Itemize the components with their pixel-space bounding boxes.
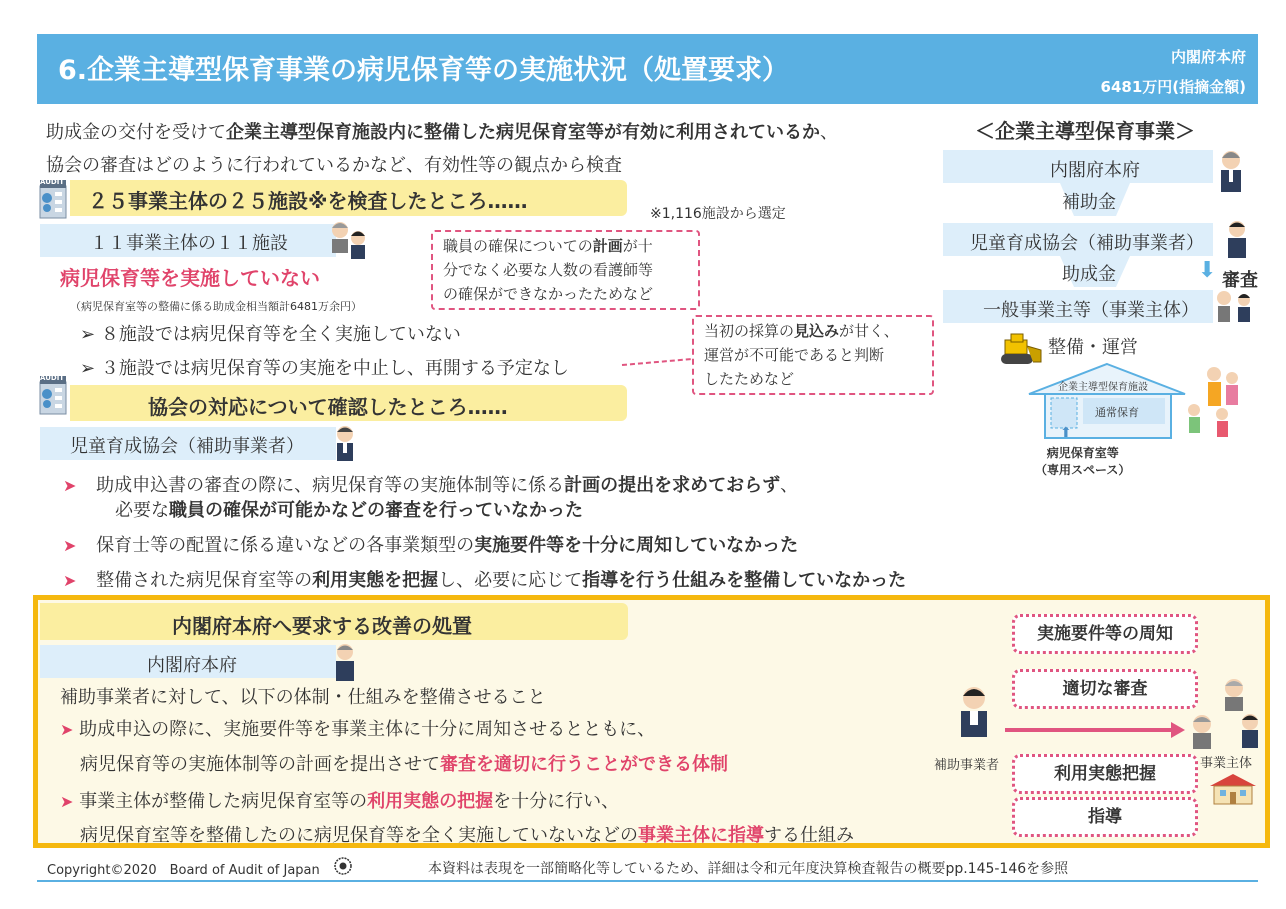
measure1-line2-a: 病児保育等の実施体制等の計画を提出させて [80, 754, 440, 775]
diagram-audit: 審査 [1222, 270, 1258, 291]
diagram-label3: 整備・運営 [1048, 337, 1138, 358]
item2-a: 保育士等の配置に係る違いなどの各事業類型の [96, 535, 475, 556]
callout2-b: 見込み [794, 322, 840, 340]
flow-arrow [1005, 720, 1185, 740]
measure1-line1-text: 助成申込の際に、実施要件等を事業主体に十分に周知させるとともに、 [79, 719, 656, 740]
pill-usage: 利用実態把握 [1012, 754, 1198, 794]
measure1-line2 [80, 750, 728, 776]
intro-emphasis: 企業主導型保育施設内に整備した病児保育室等が有効に利用されているか [226, 122, 820, 143]
callout-staffing [431, 230, 700, 310]
measure2-line2-b: 事業主体に指導 [638, 825, 764, 846]
section2-subject: 児童育成協会（補助事業者） [70, 436, 304, 457]
header-info [1101, 42, 1246, 102]
callout1-a: 職員の確保についての [443, 237, 593, 255]
section1-finding-note: （病児保育室等の整備に係る助成金相当額計6481万余円） [70, 300, 362, 313]
pill-review: 適切な審査 [1012, 669, 1198, 709]
measure2-line1-a: 事業主体が整備した病児保育室等の [79, 791, 368, 812]
item1-b: 計画の提出を求めておらず [564, 475, 781, 496]
cabinet-official-icon [1215, 148, 1247, 198]
section2-item3 [63, 566, 906, 592]
triangle-bullet-icon: ➤ [60, 792, 74, 811]
family-icon [1180, 362, 1250, 446]
audit-label: AUDIT [40, 178, 65, 186]
room-label: 通常保育 [1095, 406, 1139, 419]
item1-line2-a: 必要な [115, 500, 169, 521]
section1-bullet2 [80, 354, 569, 380]
measures-subject: 内閣府本府 [147, 655, 237, 676]
diagram-box1-label: 内閣府本府 [1050, 160, 1140, 181]
section2-item1 [63, 471, 798, 497]
callout-profitability [692, 315, 934, 395]
grant-officer-icon [952, 682, 996, 746]
section1-finding: 病児保育等を実施していない [60, 266, 320, 290]
callout1-line2: 分でなく必要な人数の看護師等 [443, 261, 654, 279]
section2-heading: 協会の対応について確認したところ…… [148, 395, 508, 419]
header-org: 内閣府本府 [1170, 48, 1246, 66]
header-amount: 6481万円(指摘金額) [1100, 78, 1246, 96]
sick-room-label-2: （専用スペース） [1035, 463, 1131, 477]
callout2-a: 当初の採算の [704, 322, 795, 340]
triangle-bullet-icon: ➤ [63, 476, 77, 495]
diagram-label1: 補助金 [1062, 192, 1116, 213]
section1-heading: ２５事業主体の２５施設※を検査したところ…… [88, 189, 528, 213]
callout2-line1 [704, 319, 922, 343]
item2-b: 実施要件等を十分に周知していなかった [474, 535, 799, 556]
diagram-label2: 助成金 [1062, 264, 1116, 285]
measure2-line1-b: 利用実態の把握 [367, 791, 494, 812]
footer-copyright: Copyright©2020 Board of Audit of Japan [47, 863, 320, 878]
callout-connector [620, 355, 695, 375]
measure2-line2-a: 病児保育室等を整備したのに病児保育等を全く実施していないなどの [80, 825, 638, 846]
facility-icon [1208, 772, 1258, 810]
audit-label-2: AUDIT [40, 374, 65, 382]
measure2-line1 [60, 787, 619, 813]
item3-a: 整備された病児保育室等の [96, 570, 313, 591]
triangle-bullet-icon: ➤ [60, 720, 74, 739]
item3-b: 利用実態を把握 [312, 570, 439, 591]
section2-item2 [63, 531, 798, 557]
business-people-icon [1210, 288, 1258, 332]
cabinet-officer-icon [330, 641, 360, 687]
callout1-line1 [443, 234, 688, 258]
pill-requirements: 実施要件等の周知 [1012, 614, 1198, 654]
official-icon [330, 423, 360, 467]
measure2-line2-c: する仕組み [764, 825, 854, 846]
item1-a: 助成申込書の審査の際に、病児保育等の実施体制等に係る [96, 475, 565, 496]
sick-room-label-1: 病児保育室等 [1046, 446, 1119, 460]
item3-c: し、必要に応じて [438, 570, 583, 591]
callout1-c: が十 [622, 237, 653, 255]
house-label: 企業主導型保育施設 [1058, 382, 1148, 393]
diagram-box3-label: 一般事業主等（事業主体） [983, 300, 1199, 321]
callout1-line3: の確保ができなかったためなど [443, 285, 654, 303]
page-title: 6.企業主導型保育事業の病児保育等の実施状況（処置要求） [58, 55, 790, 86]
section2-item1-line2 [115, 496, 583, 522]
measures-lead: 補助事業者に対して、以下の体制・仕組みを整備させること [60, 687, 546, 708]
callout2-line3: したためなど [704, 370, 795, 388]
measure2-line2 [80, 821, 854, 847]
bullet1-text: ８施設では病児保育等を全く実施していない [100, 324, 461, 345]
nursery-house-icon [1025, 362, 1190, 442]
callout2-line2: 運営が不可能であると判断 [704, 346, 885, 364]
triangle-bullet-icon: ➤ [63, 536, 77, 555]
callout2-c: が甘く、 [839, 322, 899, 340]
measure2-line1-c: を十分に行い、 [493, 791, 620, 812]
intro-text: 助成金の交付を受けて [46, 122, 226, 143]
sick-room-label [1035, 445, 1130, 479]
section1-bullet1 [80, 320, 461, 346]
section1-subject: １１事業主体の１１施設 [90, 233, 288, 254]
measure1-line1 [60, 715, 655, 741]
measures-heading: 内閣府本府へ要求する改善の処置 [172, 614, 472, 638]
up-arrow-icon: ⬆ [1060, 425, 1072, 441]
triangle-bullet-icon: ➤ [63, 571, 77, 590]
diagram-title: ＜企業主導型保育事業＞ [975, 119, 1195, 143]
section1-note: ※1,116施設から選定 [650, 206, 786, 222]
diagram-box2-label: 児童育成協会（補助事業者） [970, 233, 1204, 254]
board-seal-icon [334, 857, 352, 879]
right-person-label: 事業主体 [1200, 756, 1253, 771]
association-official-icon [1222, 218, 1252, 264]
intro-comma: 、 [820, 122, 838, 143]
intro-line1 [46, 118, 838, 144]
intro-line2: 協会の審査はどのように行われているかなど、有効性等の観点から検査 [46, 155, 622, 176]
left-person-label: 補助事業者 [934, 758, 1000, 773]
down-arrow-icon: ⬇ [1198, 258, 1217, 283]
item1-line2-b: 職員の確保が可能かなどの審査を行っていなかった [169, 500, 583, 521]
item3-d: 指導を行う仕組みを整備していなかった [582, 570, 907, 591]
arrow-right-icon: ➢ [80, 358, 96, 379]
callout1-b: 計画 [592, 237, 623, 255]
businessman-icon [316, 218, 372, 266]
item1-c: 、 [780, 475, 799, 496]
measure1-line2-b: 審査を適切に行うことができる体制 [440, 754, 728, 775]
bullet2-text: ３施設では病児保育等の実施を中止し、再開する予定なし [100, 358, 569, 379]
footer-note: 本資料は表現を一部簡略化等しているため、詳細は令和元年度決算検査報告の概要pp.145-146を参照 [428, 861, 1069, 877]
footer-divider [37, 880, 1258, 882]
arrow-right-icon: ➢ [80, 324, 96, 345]
pill-guidance: 指導 [1012, 797, 1198, 837]
business-owner-icons [1188, 676, 1264, 756]
